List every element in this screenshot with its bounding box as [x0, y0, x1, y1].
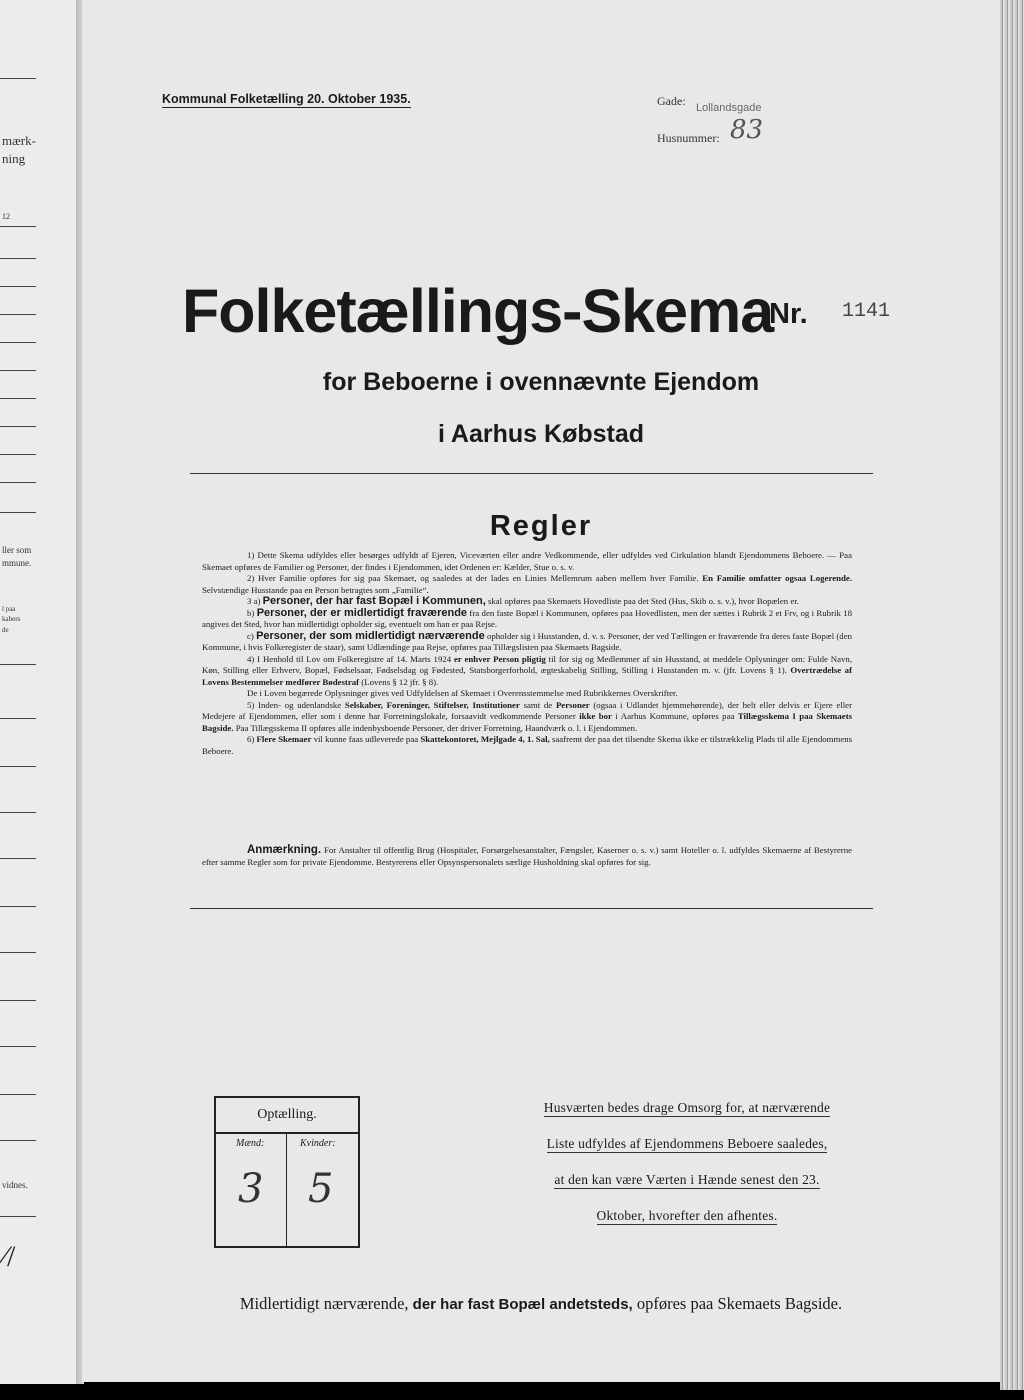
left-fragment-text: l paa	[2, 605, 16, 613]
rule-4: 4) I Henhold til Lov om Folkeregistre af 14. Marts 1924 er enhver Person pligtig til for sig og Medlemmer af sin Husstand, at meddele Oplysninger om: Fulde Navn, Køn, Stilling eller Erhverv, Bopæl, Fødselsaar, Fødselsdag og Fødested, Statsborgerforhold, ægteskabelig Stilling, Stilling i Husstanden m. v. (jfr. Lovens § 1). Overtrædelse af Lovens Bestemmelser medfører Bødestraf (Lovens § 12 jfr. § 8).	[202, 653, 853, 687]
divider	[190, 473, 873, 474]
ruled-line	[0, 1140, 36, 1141]
ruled-line	[0, 1094, 36, 1095]
maend-count-handwritten: 3	[238, 1166, 264, 1212]
left-fragment-text: 12	[2, 212, 10, 221]
ruled-line	[0, 398, 36, 399]
census-form-page	[82, 0, 1000, 1382]
left-fragment-text: kabers	[2, 615, 21, 623]
ruled-line	[0, 1046, 36, 1047]
ruled-line	[0, 812, 36, 813]
ruled-line	[0, 78, 36, 79]
left-page-fragment	[0, 0, 80, 1384]
left-fragment-text: vidnes.	[2, 1180, 28, 1190]
left-fragment-signature: ⁄/	[2, 1240, 16, 1273]
left-fragment-text: ller som	[2, 545, 32, 555]
ruled-line	[0, 512, 36, 513]
rule-2: 2) Hver Familie opføres for sig paa Skemaet, og saaledes at der lades en Linies Mellemrum aaben mellem hver Familie. En Familie omfatter ogsaa Logerende. Selvstændige Husstande paa en Person betragtes som „Familie“.	[202, 573, 852, 595]
rule-4-cont: De i Loven begærede Oplysninger gives ved Udfyldelsen af Skemaet i Overensstemmelse med Rubrikkernes Overskrifter.	[247, 688, 678, 698]
optaelling-box	[214, 1096, 360, 1248]
form-title: Folketællings-Skema	[182, 277, 774, 345]
ruled-line	[0, 1216, 36, 1217]
husnummer-label: Husnummer:	[657, 131, 720, 145]
left-fragment-text: ning	[2, 151, 26, 166]
divider	[190, 908, 873, 909]
left-fragment-text: de	[2, 626, 9, 634]
rule-1: 1) Dette Skema udfyldes eller besørges udfyldt af Ejeren, Viceværten eller andre Vedkommende, eller udfyldes ved Cirkulation blandt Ejendommens Beboere. — Paa Skemaet opføres de Familier og Personer, der findes i Ejendommen, idet Ordenen er: Kælder, Stue o. s. v.	[202, 550, 852, 572]
subtitle-line2: i Aarhus Købstad	[437, 420, 645, 448]
ruled-line	[0, 482, 36, 483]
left-fragment-text: mmune.	[2, 558, 32, 568]
kvinder-label: Kvinder:	[300, 1138, 336, 1149]
ruled-line	[0, 952, 36, 953]
ruled-line	[0, 906, 36, 907]
rules-heading: Regler	[489, 510, 593, 542]
gade-value-stamp: Lollandsgade	[696, 102, 762, 114]
ruled-line	[0, 858, 36, 859]
box-divider	[286, 1132, 287, 1246]
form-number-stamp: 1141	[842, 300, 891, 323]
ruled-line	[0, 1000, 36, 1001]
optaelling-title: Optælling.	[216, 1098, 358, 1134]
rule-3a: 3 a) Personer, der har fast Bopæl i Kommunen, skal opføres paa Skemaets Hovedliste paa det Sted (Hus, Skib o. s. v.), hvor Bopælen er.	[247, 595, 799, 607]
anmaerkning-label: Anmærkning.	[247, 844, 322, 856]
ruled-line	[0, 258, 36, 259]
ruled-line	[0, 766, 36, 767]
ruled-line	[0, 718, 36, 719]
ruled-line	[0, 370, 36, 371]
census-header: Kommunal Folketælling 20. Oktober 1935.	[162, 92, 411, 106]
footer-note: Midlertidigt nærværende, der har fast Bopæl andetsteds, opføres paa Skemaets Bagside.	[239, 1294, 843, 1313]
landlord-notice-line4: Oktober, hvorefter den afhentes.	[596, 1208, 778, 1223]
ruled-line	[0, 454, 36, 455]
ruled-line	[0, 426, 36, 427]
rule-3c: c) Personer, der som midlertidigt nærværende opholder sig i Husstanden, d. v. s. Personer, der ved Tællingen er fraværende fra deres faste Bopæl (den Kommune, i hvis Folkeregister de staar), samt Udlændinge paa Rejse, opføres paa Tillægslisten paa Skemaets Bagside.	[202, 629, 853, 652]
left-fragment-text: mærk-	[2, 133, 36, 148]
page-edges	[1000, 0, 1024, 1390]
rules-text	[202, 550, 852, 757]
ruled-line	[0, 664, 36, 665]
subtitle-line1: for Beboerne i ovennævnte Ejendom	[322, 368, 760, 396]
landlord-notice-line3: at den kan være Værten i Hænde senest den 23.	[554, 1172, 820, 1187]
rule-3b: b) Personer, der er midlertidigt fraværende fra den faste Bopæl i Kommunen, opføres paa Hovedlisten, men der sættes i Rubrik 2 et Frv, og i Rubrik 18 angives det Sted, hvor han midlertidigt opholder sig, eventuelt om han er paa Rejse.	[202, 606, 853, 629]
husnummer-value-handwritten: 83	[730, 115, 764, 145]
rule-6: 6) Flere Skemaer vil kunne faas udleverede paa Skattekontoret, Mejlgade 4, 1. Sal, saafremt der paa det tilsendte Skema ikke er tilstrækkelig Plads til alle Ejendommens Beboere.	[202, 734, 853, 756]
ruled-line	[0, 226, 36, 227]
anmaerkning-note: Anmærkning. For Anstalter til offentlig Brug (Hospitaler, Forsørgelsesanstalter, Fængsler, Kaserner o. s. v.) samt Hoteller o. l. udfyldes Skemaerne af Bestyrerne efter samme Regler som for private Ejendomme. Bestyrerens eller Opsynspersonalets særlige Husholdning skal opføres for sig.	[202, 844, 852, 867]
kvinder-count-handwritten: 5	[308, 1166, 334, 1212]
nr-label: Nr.	[769, 298, 808, 330]
landlord-notice-line1: Husværten bedes drage Omsorg for, at nærværende	[543, 1100, 831, 1115]
ruled-line	[0, 286, 36, 287]
maend-label: Mænd:	[236, 1138, 265, 1149]
rule-5: 5) Inden- og udenlandske Selskaber, Foreninger, Stiftelser, Institutioner samt de Personer (ogsaa i Udlandet hjemmehørende), der helt eller delvis er Ejere eller Medejere af Ejendommen, eller som i denne har Forretningslokale, forsaavidt vedkommende Personer ikke bor i Aarhus Kommune, opføres paa Tillægsskema I paa Skemaets Bagside. Paa Tillægsskema II opføres alle indenbysboende Personer, der driver Forretning, Haandværk o. l. i Ejendommen.	[202, 699, 853, 733]
gade-label: Gade:	[657, 94, 686, 108]
ruled-line	[0, 314, 36, 315]
landlord-notice-line2: Liste udfyldes af Ejendommens Beboere saaledes,	[546, 1136, 828, 1151]
ruled-line	[0, 342, 36, 343]
